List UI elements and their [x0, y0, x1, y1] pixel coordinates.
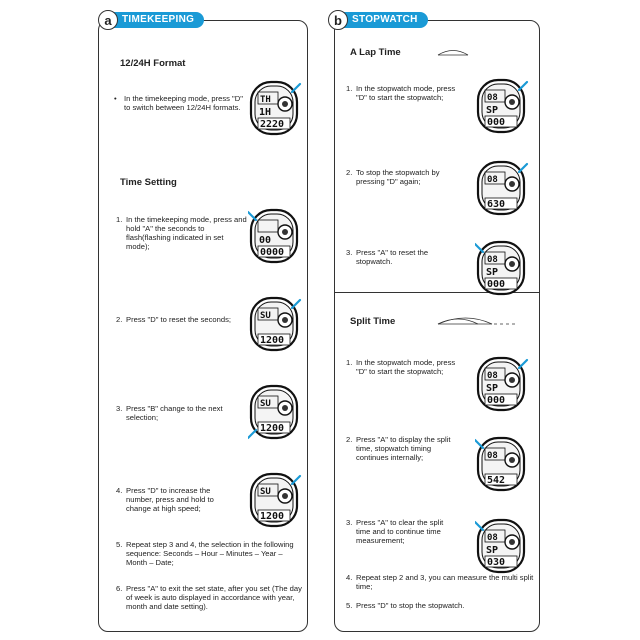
watch-top-text: 08 [487, 93, 498, 103]
button-press-indicator [519, 360, 527, 368]
watch-digits: 542 [487, 475, 506, 486]
watch-mid-text: SP [486, 383, 499, 394]
button-press-indicator [292, 84, 300, 92]
watch-digits: 0000 [260, 247, 285, 258]
watch-top-text: 08 [487, 451, 498, 461]
watch-mid-text: SP [486, 267, 499, 278]
watch-top-text: 08 [487, 175, 498, 185]
lap-arc-icon [436, 46, 470, 58]
button-press-indicator [519, 82, 527, 90]
watch-digits: 000 [487, 395, 506, 406]
watch-illustration [475, 240, 529, 296]
list-item: 5. Press "D" to stop the stopwatch. [346, 601, 465, 610]
watch-illustration [475, 356, 529, 412]
watch-mid-text: SP [486, 105, 499, 116]
watch-mid-text: 1H [259, 107, 272, 118]
watch-illustration [248, 80, 302, 136]
timekeeping-title: TIMEKEEPING [108, 12, 204, 28]
timekeeping-header [98, 10, 204, 30]
list-item: 1. In the timekeeping mode, press and hold "A" the seconds to flash(flashing indicated in set mode); [116, 215, 247, 251]
list-item: 4. Repeat step 2 and 3, you can measure the multi split time; [346, 573, 534, 591]
watch-top-text: 08 [487, 533, 498, 543]
watch-digits: 030 [487, 557, 506, 568]
watch-top-text: 08 [487, 371, 498, 381]
watch-illustration [248, 296, 302, 352]
watch-mid-text: SP [486, 545, 499, 556]
section-badge-a: a [98, 10, 118, 30]
watch-illustration [248, 472, 302, 528]
watch-digits: 000 [487, 279, 506, 290]
watch-illustration [248, 208, 302, 264]
split-time-title: Split Time [350, 316, 396, 327]
watch-top-text: SU [260, 311, 271, 321]
list-item: 1. In the stopwatch mode, press "D" to start the stopwatch; [346, 358, 456, 376]
time-setting-title: Time Setting [120, 177, 177, 188]
watch-top-text: TH [260, 95, 271, 105]
list-item: 3. Press "A" to clear the split time and to continue time measurement; [346, 518, 444, 545]
button-press-indicator [248, 430, 256, 438]
watch-digits: 1200 [260, 511, 285, 522]
watch-digits: 000 [487, 117, 506, 128]
button-press-indicator [292, 300, 300, 308]
lap-time-title: A Lap Time [350, 47, 401, 58]
stopwatch-title: STOPWATCH [338, 12, 428, 28]
list-item: 5. Repeat step 3 and 4, the selection in the following sequence: Seconds – Hour – Minutes – Year – Month – Date; [116, 540, 294, 567]
watch-illustration [475, 160, 529, 216]
stopwatch-header [328, 10, 428, 30]
format-step [114, 94, 244, 112]
watch-digits: 630 [487, 199, 506, 210]
watch-mid-text: 00 [259, 235, 272, 246]
watch-top-text: SU [260, 487, 271, 497]
list-item: 2. To stop the stopwatch by pressing "D" again; [346, 168, 440, 186]
button-press-indicator [292, 476, 300, 484]
bullet-icon: • [114, 94, 117, 103]
watch-top-text: 08 [487, 255, 498, 265]
watch-digits: 1200 [260, 335, 285, 346]
list-item: 4. Press "D" to increase the number, press and hold to change at high speed; [116, 486, 214, 513]
button-press-indicator [248, 212, 256, 220]
split-arc-icon [436, 312, 518, 328]
watch-top-text: SU [260, 399, 271, 409]
format-text: In the timekeeping mode, press "D" to switch between 12/24H formats. [124, 94, 243, 112]
button-press-indicator [475, 440, 483, 448]
watch-illustration [475, 518, 529, 574]
watch-illustration [475, 78, 529, 134]
list-item: 6. Press "A" to exit the set state, after you set (The day of week is auto displayed in accordance with year, month and date setting). [116, 584, 302, 611]
watch-illustration [248, 384, 302, 440]
list-item: 2. Press "A" to display the split time, stopwatch timing continues internally; [346, 435, 451, 462]
watch-illustration [475, 436, 529, 492]
button-press-indicator [475, 522, 483, 530]
format-title: 12/24H Format [120, 58, 186, 69]
button-press-indicator [475, 244, 483, 252]
section-badge-b: b [328, 10, 348, 30]
list-item: 1. In the stopwatch mode, press "D" to start the stopwatch; [346, 84, 456, 102]
list-item: 2. Press "D" to reset the seconds; [116, 315, 231, 324]
list-item: 3. Press "B" change to the next selection; [116, 404, 223, 422]
button-press-indicator [519, 164, 527, 172]
watch-digits: 2220 [260, 119, 285, 130]
list-item: 3. Press "A" to reset the stopwatch. [346, 248, 429, 266]
watch-digits: 1200 [260, 423, 285, 434]
